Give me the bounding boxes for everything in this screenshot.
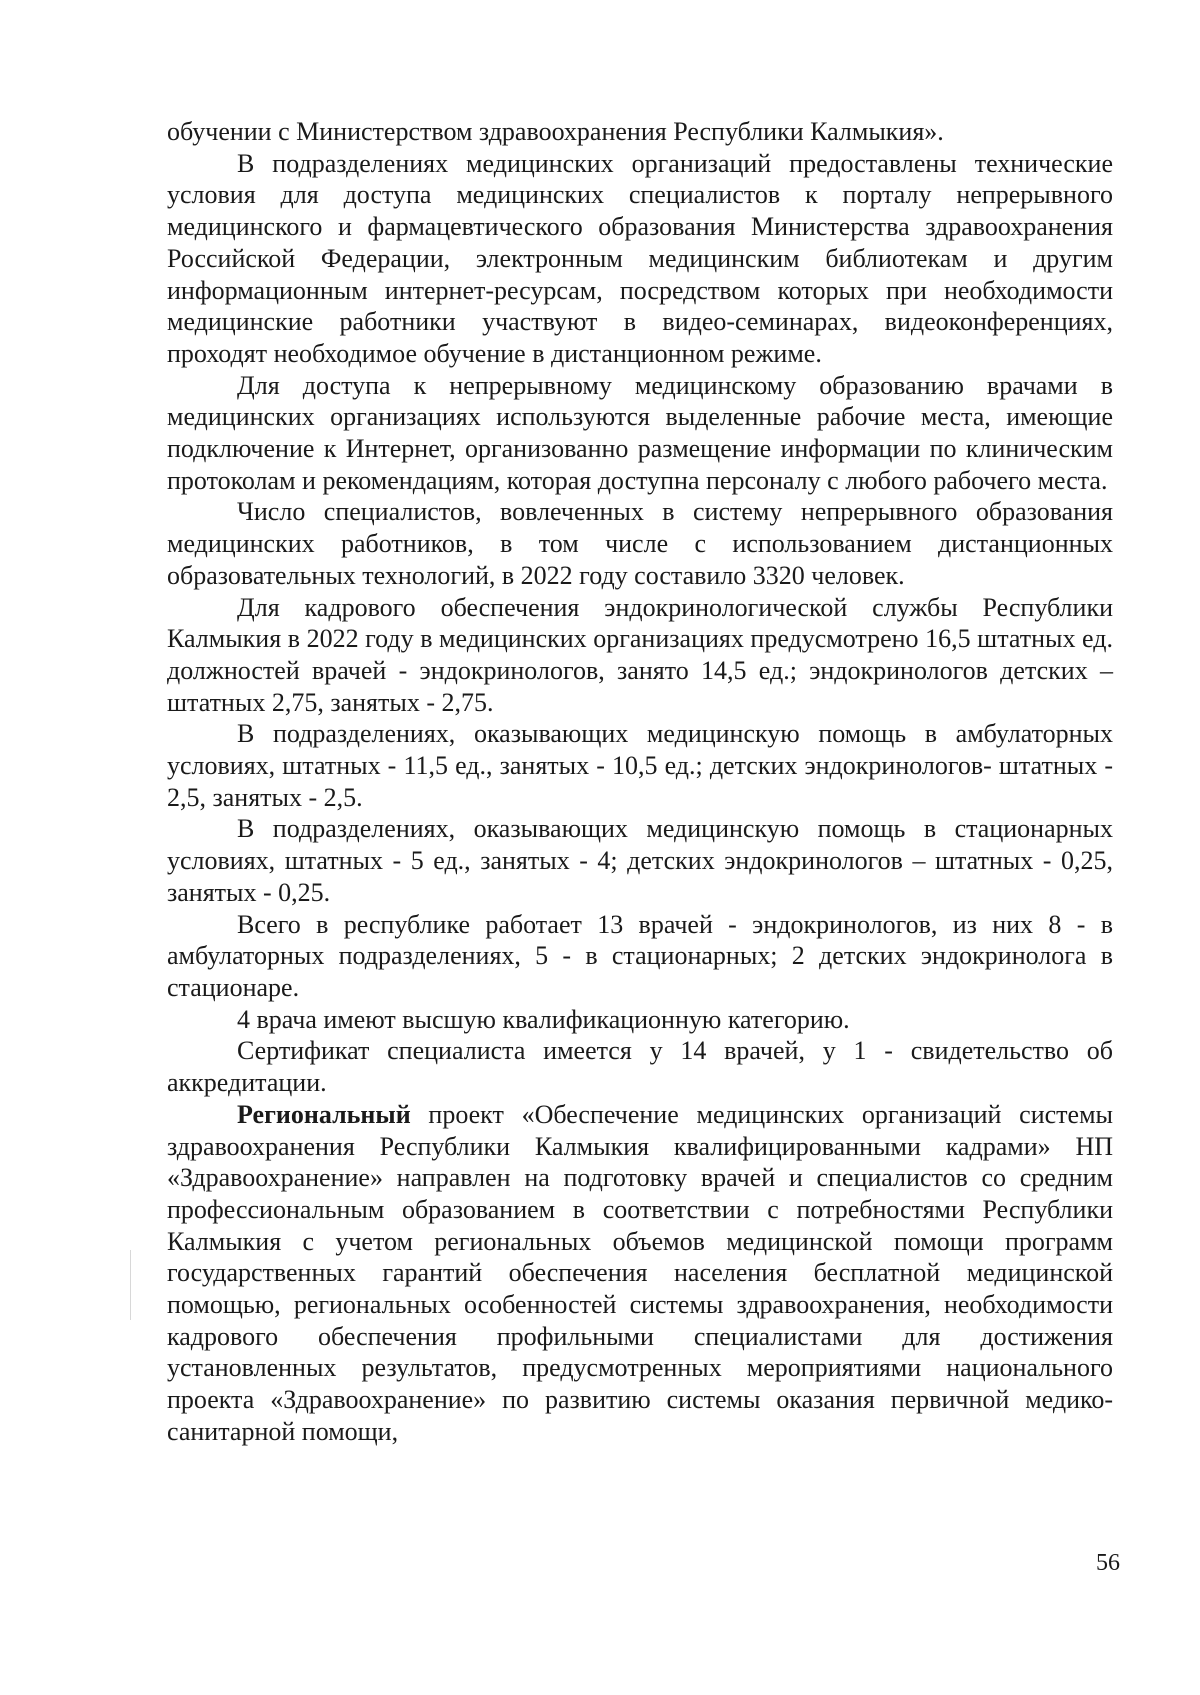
page-number: 56 <box>1096 1550 1120 1576</box>
regional-project-text: проект «Обеспечение медицинских организаций системы здравоохранения Республики Калмыкия квалифицированными кадрами» НП «Здравоохранение» направлен на подготовку врачей и специалистов со средним профессиональным образованием в соответствии с потребностями Республики Калмыкия с учетом региональных объемов медицинской помощи программ государственных гарантий обеспечения населения бесплатной медицинской помощью, региональных особенностей системы здравоохранения, необходимости кадрового обеспечения профильными специалистами для достижения установленных результатов, предусмотренных мероприятиями национального проекта «Здравоохранение» по развитию системы оказания первичной медико-санитарной помощи, <box>167 1099 1113 1446</box>
paragraph-endocrinology-staffing: Для кадрового обеспечения эндокринологической службы Республики Калмыкия в 2022 году в медицинских организациях предусмотрено 16,5 штатных ед. должностей врачей - эндокринологов, занято 14,5 ед.; эндокринологов детских – штатных 2,75, занятых - 2,75. <box>167 592 1113 717</box>
paragraph-technical-conditions: В подразделениях медицинских организаций предоставлены технические условия для доступа медицинских специалистов к порталу непрерывного медицинского и фармацевтического образования Министерства здравоохранения Российской Федерации, электронным медицинским библиотекам и другим информационным интернет-ресурсам, посредством которых при необходимости медицинские работники участвуют в видео-семинарах, видеоконференциях, проходят необходимое обучение в дистанционном режиме. <box>167 148 1113 368</box>
paragraph-inpatient-staffing: В подразделениях, оказывающих медицинскую помощь в стационарных условиях, штатных - 5 ед., занятых - 4; детских эндокринологов – штатных - 0,25, занятых - 0,25. <box>167 814 1113 907</box>
document-body <box>167 116 1113 1448</box>
paragraph-certificates: Сертификат специалиста имеется у 14 врачей, у 1 - свидетельство об аккредитации. <box>167 1036 1113 1098</box>
regional-project-lead: Региональный <box>237 1099 411 1129</box>
scan-artifact <box>130 1250 131 1320</box>
paragraph-outpatient-staffing: В подразделениях, оказывающих медицинскую помощь в амбулаторных условиях, штатных - 11,5 ед., занятых - 10,5 ед.; детских эндокринологов- штатных - 2,5, занятых - 2,5. <box>167 719 1113 812</box>
paragraph-workplaces: Для доступа к непрерывному медицинскому образованию врачами в медицинских организациях используются выделенные рабочие места, имеющие подключение к Интернет, организованно размещение информации по клиническим протоколам и рекомендациям, которая доступна персоналу с любого рабочего места. <box>167 370 1113 495</box>
paragraph-regional-project <box>167 1099 1113 1448</box>
paragraph-specialists-count: Число специалистов, вовлеченных в систему непрерывного образования медицинских работников, в том числе с использованием дистанционных образовательных технологий, в 2022 году составило 3320 человек. <box>167 497 1113 590</box>
paragraph-total-doctors: Всего в республике работает 13 врачей - эндокринологов, из них 8 - в амбулаторных подразделениях, 5 - в стационарных; 2 детских эндокринолога в стационаре. <box>167 909 1113 1002</box>
paragraph-qualification: 4 врача имеют высшую квалификационную категорию. <box>237 1004 850 1034</box>
paragraph-continuation: обучении с Министерством здравоохранения Республики Калмыкия». <box>167 117 944 146</box>
